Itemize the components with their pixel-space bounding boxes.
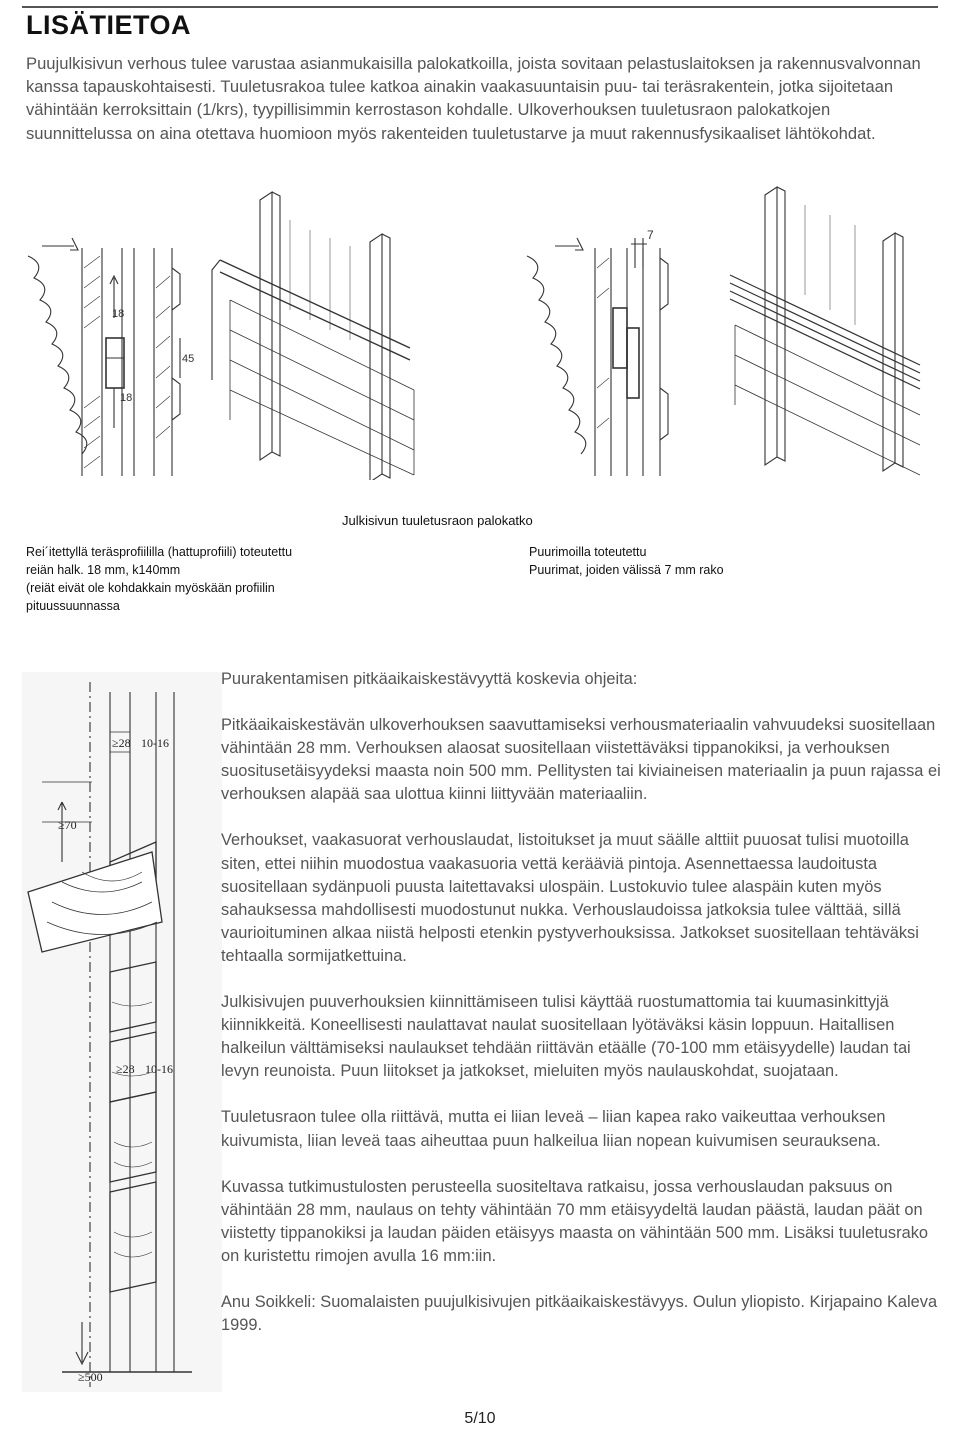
- label-ge28-top: ≥28: [112, 736, 131, 750]
- sketch-wood-batten-perspective: [715, 175, 935, 480]
- guidance-paragraph: Julkisivujen puuverhouksien kiinnittämiseen tulisi käyttää ruostumattomia tai kuumasinkittyjä kiinnikkeitä. Koneellisesti naulattavat naulat suositellaan lyötäväksi käsin loppuun. Haitallisen halkeilun välttämiseksi naulaukset tehdään riittävän etäälle (70-100 mm etäisyydelle) laudan tai levyn reunoista. Puun liitokset ja jatkokset, mieluiten myös naulauskohdat, suojataan.: [221, 993, 911, 1081]
- sketch-cladding-detail: [22, 672, 222, 1392]
- guidance-paragraph: Pitkäaikaiskestävän ulkoverhouksen saavuttamiseksi verhousmateriaalin vahvuudeksi suositellaan vähintään 28 mm. Verhouksen alaosat suositellaan viistettäväksi tippanokiksi, ja verhouksen suositusetäisyydeksi maasta noin 500 mm. Pellitysten tai kiviaineisen materiaalin ja puun rajassa ei verhouksen alapää saa ulottua kiinni liittyvään materiaaliin.: [221, 716, 941, 804]
- sketch-steel-profile-perspective: [200, 180, 430, 480]
- caption-steel-profile: Rei´itettyllä teräsprofiililla (hattuprofiili) toteutettu reiän halk. 18 mm, k140mm (reiät eivät ole kohdakkain myöskään profiilin pituussuunnassa: [26, 545, 293, 613]
- label-ge500: ≥500: [78, 1370, 103, 1384]
- dim-label-7: 7: [647, 228, 654, 242]
- dim-label-18-top: 18: [112, 308, 125, 320]
- sketch-wood-batten-section: [515, 228, 685, 478]
- reference-citation: Anu Soikkeli: Suomalaisten puujulkisivujen pitkäaikaiskestävyys. Oulun yliopisto. Kirjapaino Kaleva 1999.: [221, 1292, 938, 1335]
- guidance-section: [221, 668, 941, 1360]
- page-number: 5/10: [464, 1410, 496, 1427]
- guidance-paragraph: Kuvassa tutkimustulosten perusteella suositeltava ratkaisu, jossa verhouslaudan paksuus on vähintään 28 mm, naulaus on tehty vähintään 70 mm etäisyydeltä laudan päästä, laudan päät on viistetty tippanokiksi ja laudan päiden etäisyys maasta on vähintään 500 mm. Lisäksi tuuletusrako on kuristettu rimojen avulla 16 mm:iin.: [221, 1177, 929, 1265]
- top-rule: [22, 6, 938, 8]
- label-range-top: 10-16: [141, 736, 169, 750]
- dim-label-45: 45: [182, 353, 195, 365]
- sketch-steel-profile-section: [22, 228, 202, 478]
- intro-paragraph: Puujulkisivun verhous tulee varustaa asianmukaisilla palokatkoilla, joista sovitaan pelastuslaitoksen ja rakennusvalvonnan kanssa tapauskohtaisesti. Tuuletusrakoa tulee katkoa ainakin vaakasuuntaisin puu- tai teräsrakentein, jotka sijoitetaan vähintään kerroksittain (1/krs), tyypillisimmin kerrostason kohdalle. Ulkoverhouksen tuuletusraon palokatkojen suunnittelussa on aina otettava huomioon myös rakenteiden tuuletustarve ja muut rakennusfysikaaliset lähtökohdat.: [26, 54, 921, 143]
- page-title: LISÄTIETOA: [26, 10, 192, 40]
- guidance-paragraph: Verhoukset, vaakasuorat verhouslaudat, listoitukset ja muut säälle alttiit puuosat tulisi muotoilla siten, ettei niihin muodostua vaakasuoria vettä kerääviä pintoja. Asennettaessa laudoitusta suositellaan sydänpuoli puusta laitettavaksi ulospäin. Lustokuvio tulee alaspäin kuten myös sahauksessa mahdollisesti muodostunut nukka. Verhouslaudoissa jatkoksia tulee välttää, sillä vaurioituminen alkaa niistä helposti etenkin pystyverhouksissa. Jatkokset suositellaan tehtäväksi tehtaalla sormijatkettuina.: [221, 831, 919, 965]
- dim-label-18-bottom: 18: [120, 392, 133, 404]
- caption-wood-batten: Puurimoilla toteutettu Puurimat, joiden välissä 7 mm rako: [529, 545, 724, 577]
- guidance-paragraph: Tuuletusraon tulee olla riittävä, mutta ei liian leveä – liian kapea rako vaikeuttaa verhouksen kuivumista, liian leveä taas aiheuttaa puun halkeilua liian nopean kuivumisen seurauksena.: [221, 1108, 886, 1150]
- label-ge28-bottom: ≥28: [116, 1062, 135, 1076]
- label-range-bottom: 10-16: [145, 1062, 173, 1076]
- label-ge70: ≥70: [58, 818, 77, 832]
- figure-caption: Julkisivun tuuletusraon palokatko: [342, 513, 533, 528]
- guidance-heading: Puurakentamisen pitkäaikaiskestävyyttä koskevia ohjeita:: [221, 670, 638, 688]
